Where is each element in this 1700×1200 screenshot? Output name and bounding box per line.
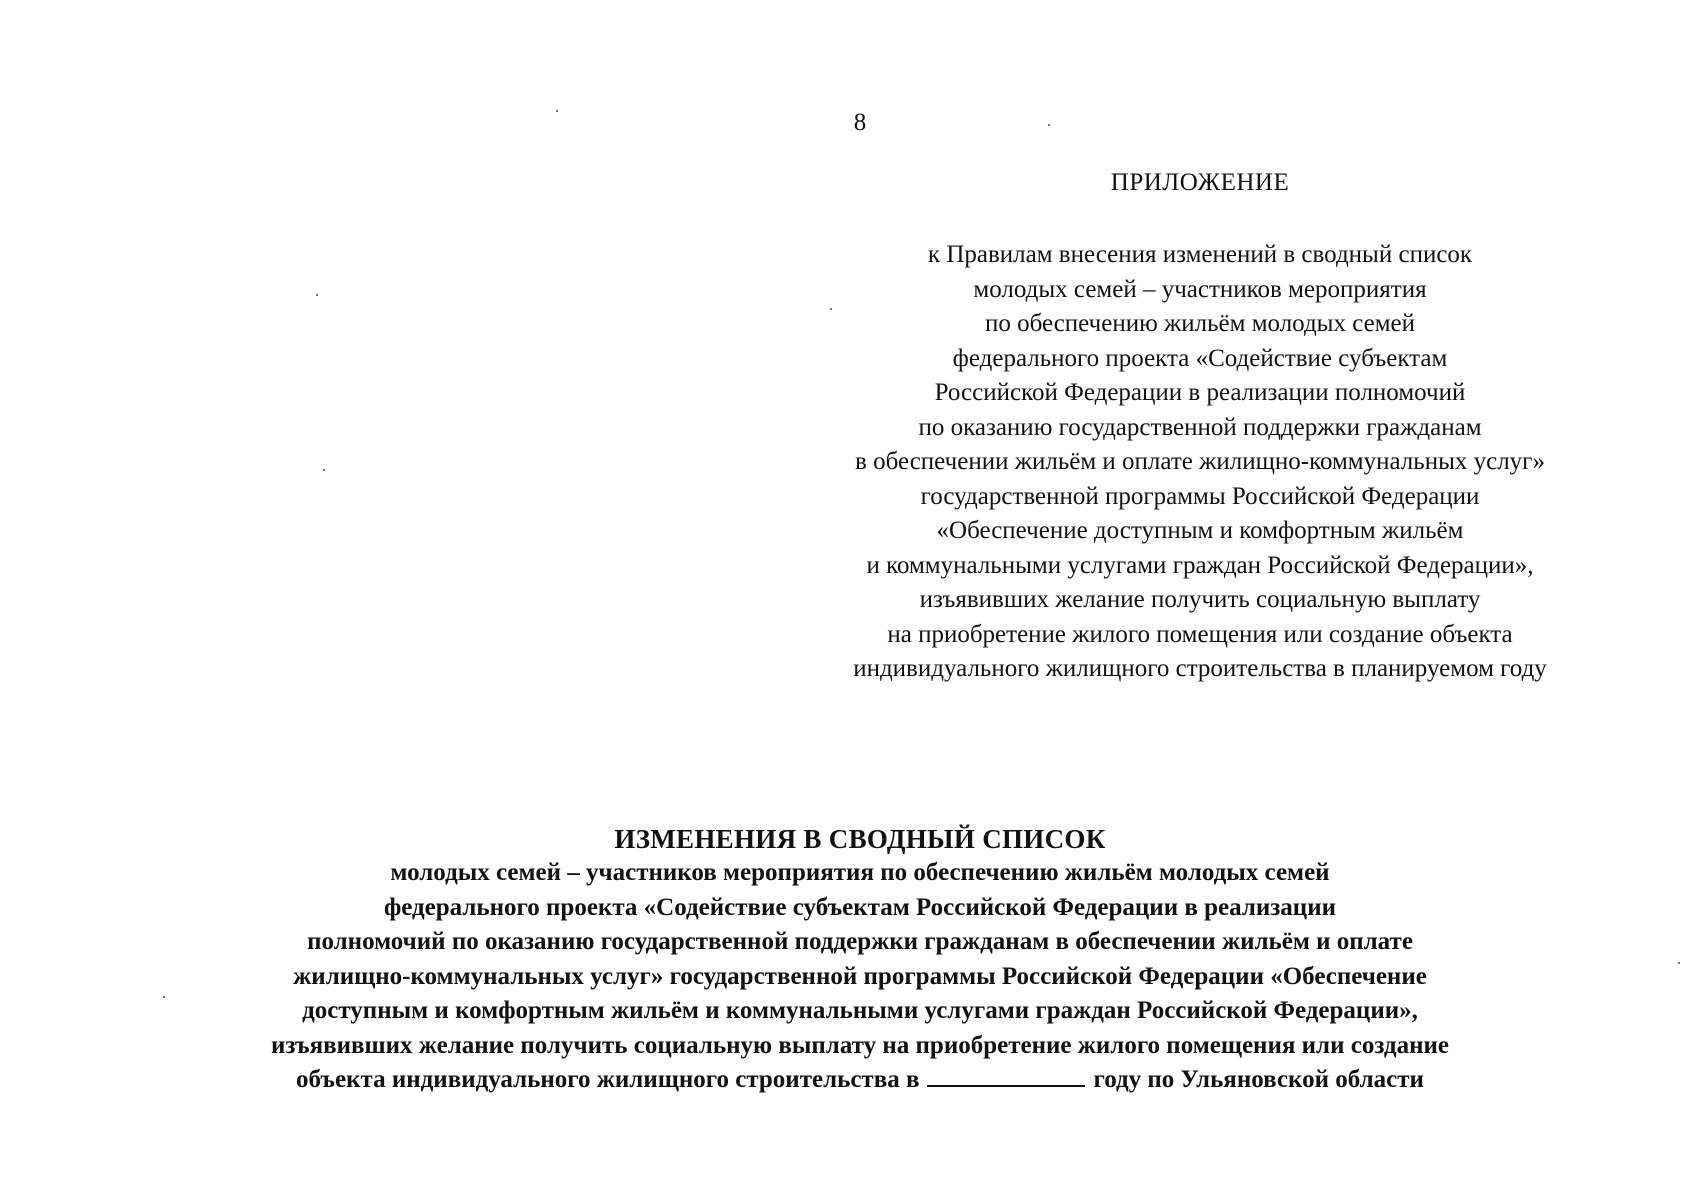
document-title: ИЗМЕНЕНИЯ В СВОДНЫЙ СПИСОК	[614, 824, 1106, 854]
scan-speck	[830, 308, 832, 310]
document-title-block	[130, 822, 1590, 1098]
appendix-heading: ПРИЛОЖЕНИЕ	[1110, 169, 1290, 196]
appendix-reference	[780, 238, 1620, 687]
appendix-line: Российской Федерации в реализации полномочий	[934, 379, 1466, 406]
title-line: жилищно-коммунальных услуг» государственной программы Российской Федерации «Обеспечение	[293, 962, 1427, 990]
appendix-line: к Правилам внесения изменений в сводный список	[927, 241, 1473, 268]
title-last-line-before: объекта индивидуального жилищного строительства в	[296, 1066, 920, 1093]
year-blank-field	[927, 1063, 1085, 1087]
scan-speck	[1048, 124, 1050, 126]
appendix-line: и коммунальными услугами граждан Российской Федерации»,	[866, 551, 1534, 579]
appendix-line: молодых семей – участников мероприятия	[973, 275, 1427, 303]
title-last-line	[130, 1063, 1590, 1098]
appendix-line: индивидуального жилищного строительства в планируемом году	[853, 655, 1547, 682]
title-line: полномочий по оказанию государственной поддержки гражданам в обеспечении жильём и оплате	[307, 928, 1413, 955]
appendix-line: на приобретение жилого помещения или создание объекта	[887, 620, 1513, 648]
page-number: 8	[853, 109, 867, 136]
appendix-line: по обеспечению жильём молодых семей	[984, 310, 1416, 337]
scan-speck	[316, 294, 318, 296]
scan-speck	[556, 110, 558, 112]
appendix-line: по оказанию государственной поддержки гражданам	[918, 413, 1482, 441]
scan-speck	[1678, 962, 1680, 964]
title-line: доступным и комфортным жильём и коммунальными услугами граждан Российской Федерации»,	[302, 997, 1418, 1024]
title-line: молодых семей – участников мероприятия по обеспечению жильём молодых семей	[390, 859, 1330, 886]
appendix-line: изъявивших желание получить социальную выплату	[919, 586, 1481, 613]
title-line: изъявивших желание получить социальную выплату на приобретение жилого помещения или создание	[271, 1031, 1449, 1059]
appendix-line: «Обеспечение доступным и комфортным жильём	[936, 517, 1464, 544]
appendix-line: федерального проекта «Содействие субъектам	[952, 344, 1448, 372]
appendix-line: государственной программы Российской Федерации	[920, 482, 1480, 510]
scan-speck	[163, 996, 165, 998]
title-last-line-after: году по Ульяновской области	[1093, 1066, 1424, 1093]
title-line: федерального проекта «Содействие субъектам Российской Федерации в реализации	[383, 893, 1337, 921]
appendix-line: в обеспечении жильём и оплате жилищно-коммунальных услуг»	[855, 448, 1545, 475]
scan-speck	[323, 469, 325, 471]
